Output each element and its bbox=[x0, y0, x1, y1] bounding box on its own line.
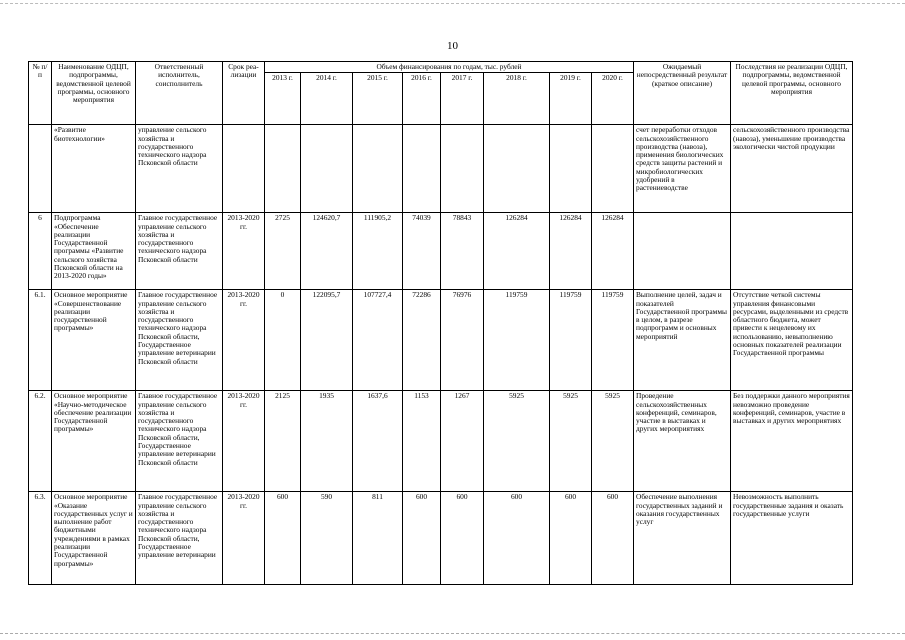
row-value-2015: 1637,6 bbox=[353, 391, 403, 492]
row-executor: Главное государственное управление сельского хозяйства и государственного технического надзора Псковской области, Государственное управление ветеринарии bbox=[136, 492, 223, 585]
row-name: Основное мероприятие «Совершенствование реализации государственной программы» bbox=[52, 290, 136, 391]
row-value-2016 bbox=[403, 125, 441, 213]
row-result: счет переработки отходов сельскохозяйственного производства (навоза), применения биологических средств защиты растений и микробиологических удобрений в растениеводстве bbox=[634, 125, 731, 213]
row-value-2020: 5925 bbox=[592, 391, 634, 492]
row-value-2018: 5925 bbox=[484, 391, 550, 492]
scan-edge-bottom bbox=[0, 633, 905, 634]
row-num bbox=[29, 125, 52, 213]
row-value-2018 bbox=[484, 125, 550, 213]
row-value-2014: 124620,7 bbox=[301, 213, 353, 290]
row-executor: управление сельского хозяйства и государственного технического надзора Псковской области bbox=[136, 125, 223, 213]
row-value-2013: 0 bbox=[265, 290, 301, 391]
row-value-2019 bbox=[550, 125, 592, 213]
row-value-2015: 107727,4 bbox=[353, 290, 403, 391]
row-value-2020: 119759 bbox=[592, 290, 634, 391]
row-num: 6.1. bbox=[29, 290, 52, 391]
row-value-2018: 119759 bbox=[484, 290, 550, 391]
row-value-2019: 126284 bbox=[550, 213, 592, 290]
page-number: 10 bbox=[447, 40, 458, 52]
header-year: 2017 г. bbox=[441, 73, 484, 125]
table-row bbox=[29, 213, 853, 290]
row-name: Основное мероприятие «Научно-методическое обеспечение реализации Государственной программы» bbox=[52, 391, 136, 492]
header-year: 2018 г. bbox=[484, 73, 550, 125]
row-num: 6.3. bbox=[29, 492, 52, 585]
row-result: Проведение сельскохозяйственных конференций, семинаров, участие в выставках и других мероприятиях bbox=[634, 391, 731, 492]
row-term bbox=[223, 125, 265, 213]
row-term: 2013-2020 гг. bbox=[223, 213, 265, 290]
row-value-2017: 600 bbox=[441, 492, 484, 585]
header-year: 2020 г. bbox=[592, 73, 634, 125]
row-name: «Развитие биотехнологии» bbox=[52, 125, 136, 213]
row-value-2013: 600 bbox=[265, 492, 301, 585]
row-value-2013: 2725 bbox=[265, 213, 301, 290]
row-executor: Главное государственное управление сельского хозяйства и государственного технического надзора Псковской области, Государственное управление ветеринарии Псковской области bbox=[136, 290, 223, 391]
row-term: 2013-2020 гг. bbox=[223, 290, 265, 391]
row-value-2018: 126284 bbox=[484, 213, 550, 290]
row-value-2016: 1153 bbox=[403, 391, 441, 492]
row-executor: Главное государственное управление сельского хозяйства и государственного технического надзора Псковской области bbox=[136, 213, 223, 290]
header-num: № п/п bbox=[29, 62, 52, 125]
row-consequences bbox=[731, 213, 853, 290]
row-consequences: Отсутствие четкой системы управления финансовыми ресурсами, выделенными из средств областного бюджета, может привести к нецелевому их использованию, невыполнению основных показателей реализации Государственной программы bbox=[731, 290, 853, 391]
row-value-2014: 1935 bbox=[301, 391, 353, 492]
row-value-2017 bbox=[441, 125, 484, 213]
header-year: 2013 г. bbox=[265, 73, 301, 125]
row-value-2020: 126284 bbox=[592, 213, 634, 290]
row-value-2018: 600 bbox=[484, 492, 550, 585]
row-value-2019: 5925 bbox=[550, 391, 592, 492]
row-result bbox=[634, 213, 731, 290]
row-result: Выполнение целей, задач и показателей Государственной программы в целом, в разрезе подпрограмм и основных мероприятий bbox=[634, 290, 731, 391]
row-value-2015: 811 bbox=[353, 492, 403, 585]
header-term: Срок реа-лизации bbox=[223, 62, 265, 125]
row-value-2014 bbox=[301, 125, 353, 213]
row-consequences: сельскохозяйственного производства (навоза), уменьшение производства экологически чистой продукции bbox=[731, 125, 853, 213]
row-value-2020: 600 bbox=[592, 492, 634, 585]
row-value-2017: 78843 bbox=[441, 213, 484, 290]
row-executor: Главное государственное управление сельского хозяйства и государственного технического надзора Псковской области, Государственное управление ветеринарии Псковской области bbox=[136, 391, 223, 492]
scan-edge-top bbox=[0, 3, 905, 4]
header-name: Наименование ОДЦП, подпрограммы, ведомственной целевой программы, основного мероприятия bbox=[52, 62, 136, 125]
row-value-2016: 600 bbox=[403, 492, 441, 585]
header-year: 2014 г. bbox=[301, 73, 353, 125]
row-num: 6 bbox=[29, 213, 52, 290]
row-name: Подпрограмма «Обеспечение реализации Государственной программы «Развитие сельского хозяйства Псковской области на 2013-2020 годы» bbox=[52, 213, 136, 290]
row-value-2017: 76976 bbox=[441, 290, 484, 391]
row-value-2013: 2125 bbox=[265, 391, 301, 492]
row-num: 6.2. bbox=[29, 391, 52, 492]
row-name: Основное мероприятие «Оказание государственных услуг и выполнение работ бюджетными учреждениями в рамках реализации Государственной программы» bbox=[52, 492, 136, 585]
header-year: 2019 г. bbox=[550, 73, 592, 125]
financing-table bbox=[28, 61, 853, 585]
row-value-2016: 74039 bbox=[403, 213, 441, 290]
table-row bbox=[29, 391, 853, 492]
table-row bbox=[29, 290, 853, 391]
row-term: 2013-2020 гг. bbox=[223, 492, 265, 585]
row-result: Обеспечение выполнения государственных заданий и оказания государственных услуг bbox=[634, 492, 731, 585]
row-consequences: Без поддержки данного мероприятия невозможно проведение конференций, семинаров, участие в выставках и других мероприятиях bbox=[731, 391, 853, 492]
row-value-2014: 590 bbox=[301, 492, 353, 585]
row-term: 2013-2020 гг. bbox=[223, 391, 265, 492]
header-executor: Ответственный исполнитель, соисполнитель bbox=[136, 62, 223, 125]
row-consequences: Невозможность выполнить государственные задания и оказать государственные услуги bbox=[731, 492, 853, 585]
header-volume: Объем финансирования по годам, тыс. рублей bbox=[265, 62, 634, 73]
row-value-2020 bbox=[592, 125, 634, 213]
row-value-2017: 1267 bbox=[441, 391, 484, 492]
row-value-2015: 111905,2 bbox=[353, 213, 403, 290]
row-value-2014: 122095,7 bbox=[301, 290, 353, 391]
table-row bbox=[29, 492, 853, 585]
row-value-2019: 600 bbox=[550, 492, 592, 585]
table-row bbox=[29, 125, 853, 213]
row-value-2015 bbox=[353, 125, 403, 213]
header-consequences: Последствия не реализации ОДЦП, подпрограммы, ведомственной целевой программы, основного мероприятия bbox=[731, 62, 853, 125]
row-value-2016: 72286 bbox=[403, 290, 441, 391]
row-value-2019: 119759 bbox=[550, 290, 592, 391]
header-result: Ожидаемый непосредственный результат (краткое описание) bbox=[634, 62, 731, 125]
row-value-2013 bbox=[265, 125, 301, 213]
header-year: 2016 г. bbox=[403, 73, 441, 125]
header-year: 2015 г. bbox=[353, 73, 403, 125]
